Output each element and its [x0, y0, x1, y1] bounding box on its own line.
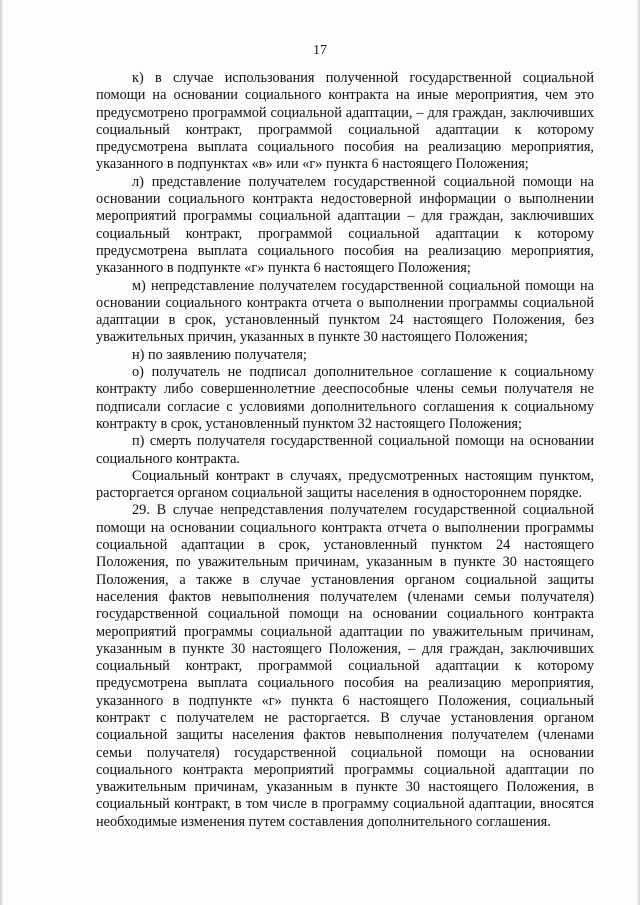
paragraph-subclause-k: к) в случае использования полученной государственной социальной помощи на основании социального контракта на иные мероприятия, чем это предусмотрено программой социальной адаптации, – для граждан, заключивших социальный контракт, программой социальной адаптации к которому предусмотрена выплата социального пособия на реализацию мероприятия, указанного в подпунктах «в» или «г» пункта 6 настоящего Положения; — [96, 70, 594, 173]
scan-edge-left — [0, 0, 3, 905]
paragraph-subclause-n: н) по заявлению получателя; — [132, 346, 307, 363]
paragraph-subclause-o: о) получатель не подписал дополнительное соглашение к социальному контракту либо совершеннолетние дееспособные члены семьи получателя не подписали согласие с условиями дополнительного соглашения к социальному контракту в срок, установленный пунктом 32 настоящего Положения; — [96, 364, 594, 432]
paragraph-subclause-l: л) представление получателем государственной социальной помощи на основании социального контракта недостоверной информации о выполнении мероприятий программы социальной адаптации – для граждан, заключивших социальный контракт, программой социальной адаптации к которому предусмотрена выплата социального пособия на реализацию мероприятия, указанного в подпункте «г» пункта 6 настоящего Положения; — [96, 173, 594, 277]
paragraph-termination-note: Социальный контракт в случаях, предусмотренных настоящим пунктом, расторгается органом социальной защиты населения в одностороннем порядке. — [96, 467, 594, 502]
paragraph-subclause-m: м) непредставление получателем государственной социальной помощи на основании социального контракта отчета о выполнении программы социальной адаптации в срок, установленный пунктом 24 настоящего Положения, без уважительных причин, указанных в пункте 30 настоящего Положения; — [96, 277, 594, 346]
page-number: 17 — [313, 43, 327, 58]
document-body — [96, 70, 594, 831]
paragraph-subclause-p: п) смерть получателя государственной социальной помощи на основании социального контракта. — [96, 433, 594, 467]
paragraph-clause-29: 29. В случае непредставления получателем государственной социальной помощи на основании социального контракта отчета о выполнении программы социальной адаптации в срок, установленный пунктом 24 настоящего Положения, по уважительным причинам, указанным в пункте 30 настоящего Положения, а также в случае установления органом социальной защиты населения фактов невыполнения получателем (членами семьи получателя) государственной социальной помощи на основании социального контракта мероприятий программы социальной адаптации по уважительным причинам, указанным в пункте 30 настоящего Положения, – для граждан, заключивших социальный контракт, программой социальной адаптации к которому предусмотрена выплата социального пособия на реализацию мероприятия, указанного в подпункте «г» пункта 6 настоящего Положения, социальный контракт с получателем не расторгается. В случае установления органом социальной защиты населения фактов невыполнения получателем (членами семьи получателя) государственной социальной помощи на основании социального контракта мероприятий программы социальной адаптации по уважительным причинам, указанным в пункте 30 настоящего Положения, в социальный контракт, в том числе в программу социальной адаптации, вносятся необходимые изменения путем составления дополнительного соглашения. — [96, 502, 594, 830]
